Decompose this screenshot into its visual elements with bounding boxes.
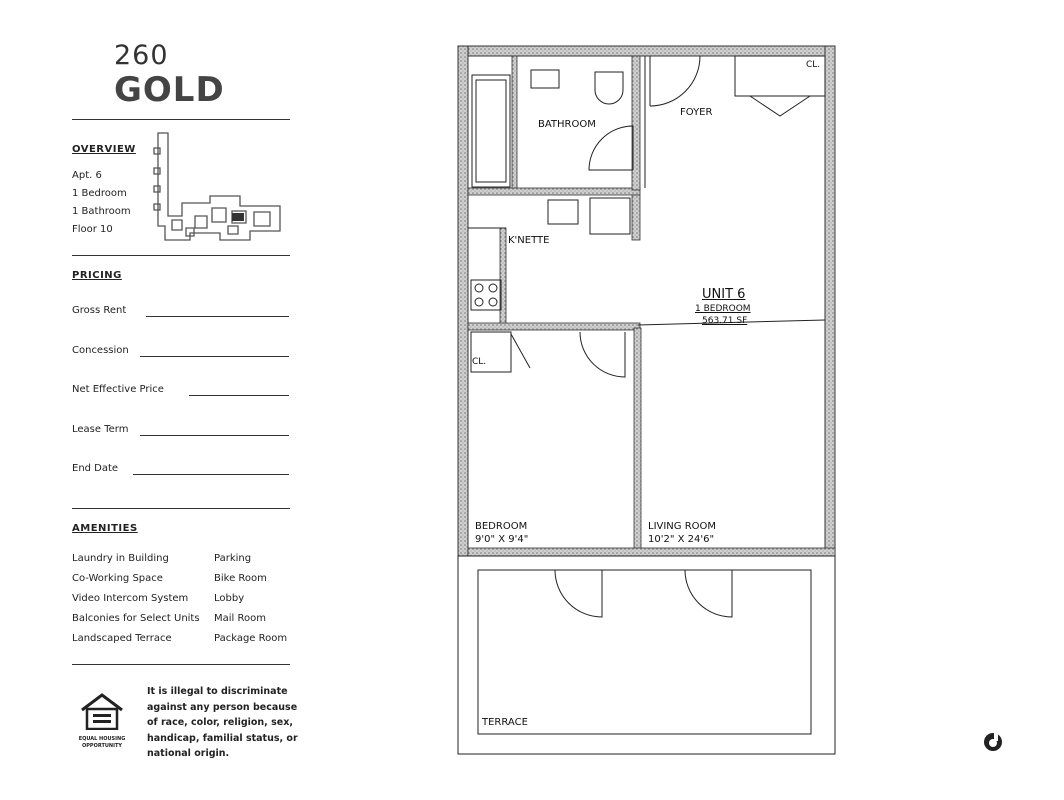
closet-bedroom-label: CL. <box>472 357 487 367</box>
overview-floor: Floor 10 <box>72 224 113 235</box>
bedroom-dimensions: 9'0" X 9'4" <box>475 534 529 545</box>
unit-title: UNIT 6 <box>702 287 746 302</box>
brand-mark-icon <box>984 733 1002 751</box>
statement-line: national origin. <box>147 748 230 759</box>
unit-type: 1 BEDROOM <box>695 304 751 314</box>
overview-apt: Apt. 6 <box>72 170 102 181</box>
unit-area: 563.71 SF <box>702 316 748 326</box>
overview-bathrooms: 1 Bathroom <box>72 206 131 217</box>
overview-bedrooms: 1 Bedroom <box>72 188 127 199</box>
amenity-item: Video Intercom System <box>72 593 189 604</box>
interior-walls <box>468 56 835 556</box>
net-effective-price-label: Net Effective Price <box>72 384 164 395</box>
equal-housing-caption: EQUAL HOUSING OPPORTUNITY <box>78 736 126 749</box>
amenity-item: Mail Room <box>214 613 266 624</box>
statement-line: against any person because <box>147 701 298 713</box>
amenity-item: Lobby <box>214 593 245 604</box>
bathroom-label: BATHROOM <box>538 119 596 130</box>
terrace-label: TERRACE <box>482 717 528 728</box>
kitchenette-label: K'NETTE <box>508 235 550 246</box>
end-date-label: End Date <box>72 463 119 474</box>
foyer-label: FOYER <box>680 107 713 118</box>
amenity-item: Landscaped Terrace <box>72 633 172 644</box>
overview-title: OVERVIEW <box>72 144 136 155</box>
gross-rent-label: Gross Rent <box>72 305 127 316</box>
living-room-label: LIVING ROOM <box>648 521 717 532</box>
lease-term-label: Lease Term <box>72 424 129 435</box>
amenity-item: Co-Working Space <box>72 573 163 584</box>
amenities-title: AMENITIES <box>72 523 138 534</box>
closet-top-label: CL. <box>806 60 821 70</box>
amenity-item: Laundry in Building <box>72 553 169 564</box>
amenity-item: Balconies for Select Units <box>72 613 200 624</box>
living-room-dimensions: 10'2" X 24'6" <box>648 534 715 545</box>
brand-wordmark: GOLD <box>114 70 225 110</box>
pricing-title: PRICING <box>72 270 122 281</box>
brand-number: 260 <box>114 40 169 71</box>
statement-line: handicap, familial status, or <box>147 732 298 744</box>
bedroom-label: BEDROOM <box>475 521 528 532</box>
amenity-item: Bike Room <box>214 573 267 584</box>
amenity-item: Package Room <box>214 633 288 644</box>
statement-line: It is illegal to discriminate <box>147 686 288 697</box>
statement-line: of race, color, religion, sex, <box>147 717 293 728</box>
amenity-item: Parking <box>214 553 252 564</box>
concession-label: Concession <box>72 345 129 356</box>
